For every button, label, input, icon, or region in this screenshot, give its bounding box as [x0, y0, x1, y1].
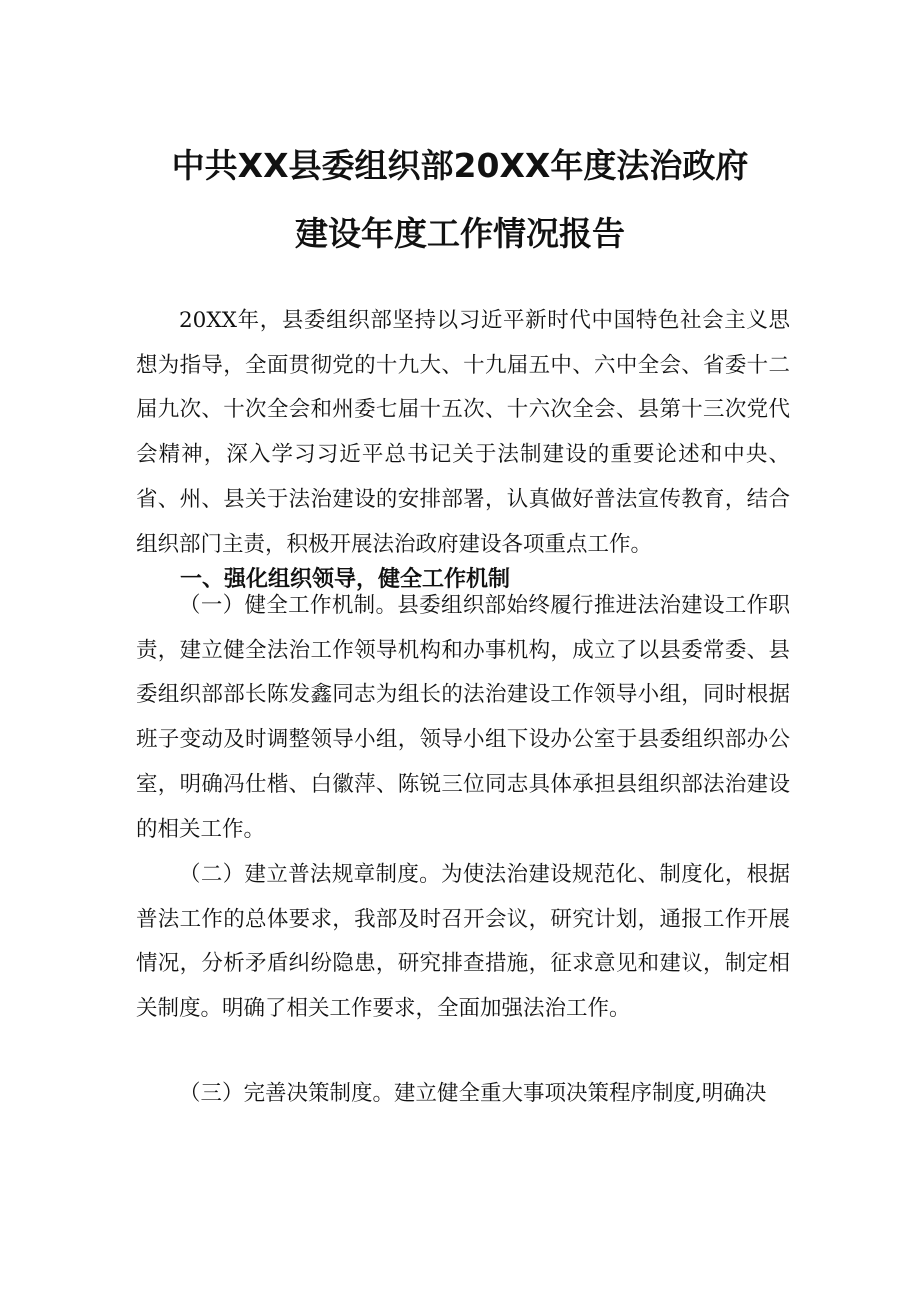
document-title-line-2: 建设年度工作情况报告: [295, 214, 625, 253]
item-3-paragraph: （三）完善决策制度。建立健全重大事项决策程序制度,明确决: [179, 1081, 767, 1106]
document-title-line-1: 中共XX县委组织部20XX年度法治政府: [171, 146, 749, 185]
intro-paragraph: 20XX年，县委组织部坚持以习近平新时代中国特色社会主义思想为指导，全面贯彻党的十九大、十九届五中、六中全会、省委十二届九次、十次全会和州委七届十五次、十六次全会、县第十三次党代会精神，深入学习习近平总书记关于法制建设的重要论述和中央、省、州、县关于法治建设的安排部署，认真做好普法宣传教育，结合组织部门主责，积极开展法治政府建设各项重点工作。: [136, 308, 790, 557]
section-1-heading: 一、强化组织领导，健全工作机制: [180, 567, 511, 592]
item-1-paragraph: （一）健全工作机制。县委组织部始终履行推进法治建设工作职责，建立健全法治工作领导机构和办事机构，成立了以县委常委、县委组织部部长陈发鑫同志为组长的法治建设工作领导小组，同时根据班子变动及时调整领导小组，领导小组下设办公室于县委组织部办公室，明确冯仕楷、白徽萍、陈锐三位同志具体承担县组织部法治建设的相关工作。: [136, 593, 790, 842]
item-2-paragraph: （二）建立普法规章制度。为使法治建设规范化、制度化，根据普法工作的总体要求，我部及时召开会议，研究计划，通报工作开展情况，分析矛盾纠纷隐患，研究排查措施，征求意见和建议，制定相关制度。明确了相关工作要求，全面加强法治工作。: [136, 862, 790, 1022]
